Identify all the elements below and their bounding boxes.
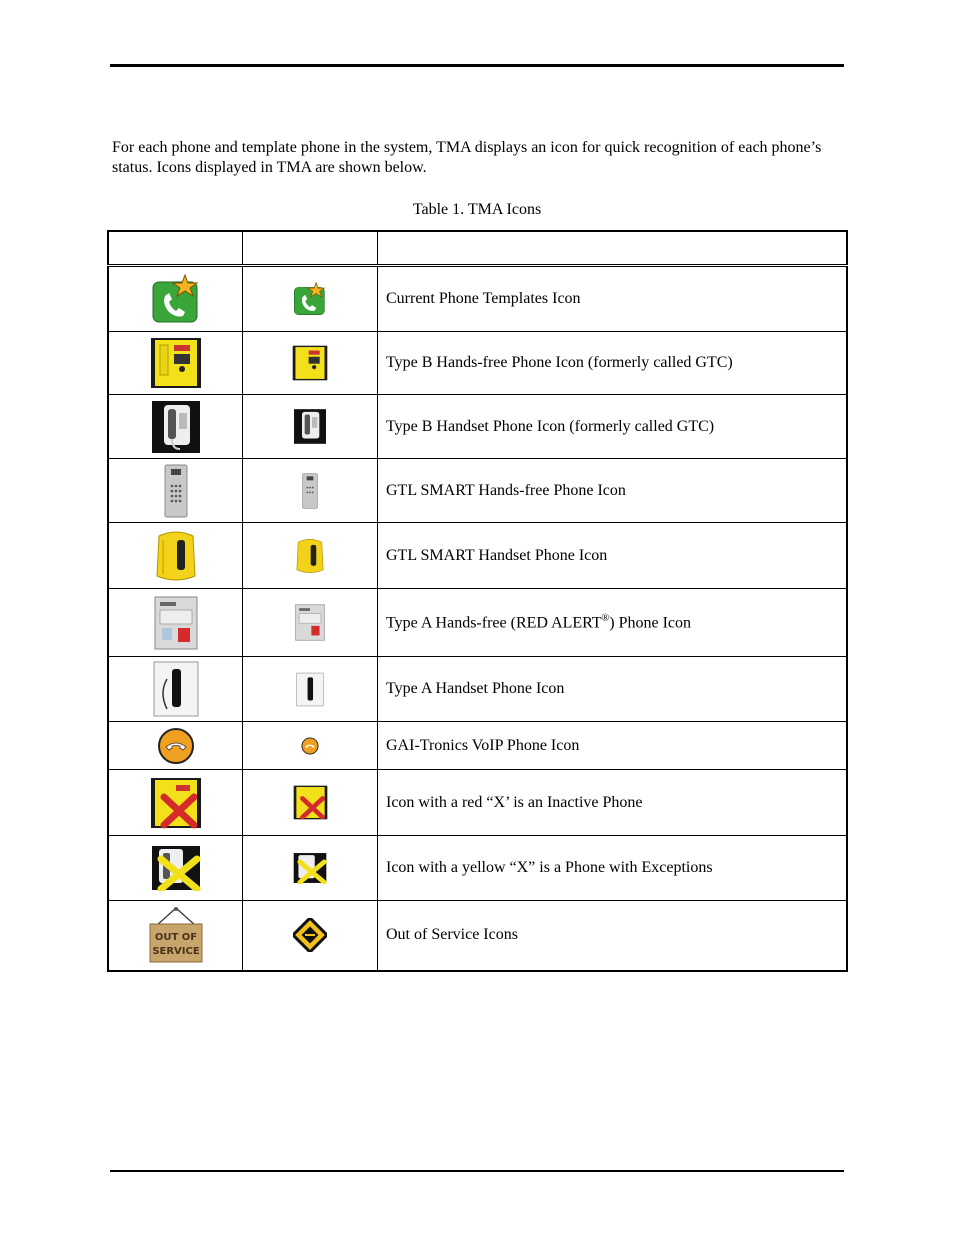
- gtl-smart-handset-phone-icon: [294, 538, 326, 574]
- type-b-handsfree-phone-icon: [292, 345, 328, 381]
- table-row: [108, 722, 847, 770]
- type-a-handset-phone-icon: [153, 661, 199, 717]
- table-row: [108, 266, 847, 332]
- out-of-service-icon: [146, 906, 206, 964]
- type-a-handset-phone-icon: [296, 672, 324, 707]
- type-a-handsfree-red-alert-phone-icon: [154, 596, 198, 650]
- header-description: [378, 231, 848, 266]
- intro-paragraph: For each phone and template phone in the system, TMA displays an icon for quick recognition of each phone’s status. Icons displayed in TMA are shown below.: [112, 139, 822, 176]
- phone-template-star-icon: [293, 282, 327, 316]
- table-row: [108, 589, 847, 657]
- row-description: GTL SMART Handset Phone Icon: [378, 523, 848, 589]
- row-description: GAI-Tronics VoIP Phone Icon: [378, 722, 848, 770]
- inactive-phone-red-x-icon: [293, 785, 328, 820]
- row-description: Type A Hands-free (RED ALERT®) Phone Icon: [378, 589, 848, 657]
- gtl-smart-handsfree-phone-icon: [302, 473, 318, 509]
- row-description: Out of Service Icons: [378, 901, 848, 971]
- gtl-smart-handsfree-phone-icon: [164, 464, 188, 518]
- table-row: [108, 770, 847, 836]
- row-description: Icon with a yellow “X” is a Phone with Exceptions: [378, 836, 848, 901]
- table-row: [108, 459, 847, 523]
- voip-phone-icon: [301, 737, 319, 755]
- table-row: [108, 657, 847, 722]
- table-row: [108, 332, 847, 395]
- row-description: GTL SMART Hands-free Phone Icon: [378, 459, 848, 523]
- table-header-row: [108, 231, 847, 266]
- type-b-handset-phone-icon: [294, 409, 326, 444]
- voip-phone-icon: [157, 727, 195, 765]
- table-row: [108, 395, 847, 459]
- type-b-handset-phone-icon: [152, 401, 200, 453]
- table-caption: Table 1. TMA Icons: [412, 201, 542, 218]
- out-of-service-sign-line1: OUT OF: [154, 932, 197, 944]
- header-rule: [110, 64, 844, 67]
- row-description: Icon with a red “X’ is an Inactive Phone: [378, 770, 848, 836]
- exception-phone-yellow-x-icon: [293, 852, 327, 884]
- footer-rule: [110, 1170, 844, 1172]
- row-description: Type A Handset Phone Icon: [378, 657, 848, 722]
- table-row: [108, 523, 847, 589]
- header-large-icon: [108, 231, 243, 266]
- inactive-phone-red-x-icon: [150, 777, 202, 829]
- out-of-service-sign-line2: SERVICE: [151, 946, 200, 958]
- phone-template-star-icon: [151, 274, 201, 324]
- row-description: Type B Hands-free Phone Icon (formerly called GTC): [378, 332, 848, 395]
- out-of-service-icon: [293, 918, 327, 952]
- tma-icons-table: [107, 230, 848, 972]
- row-description: Current Phone Templates Icon: [378, 266, 848, 332]
- type-a-handsfree-red-alert-phone-icon: [295, 604, 325, 641]
- row-description: Type B Handset Phone Icon (formerly called GTC): [378, 395, 848, 459]
- gtl-smart-handset-phone-icon: [153, 530, 199, 582]
- header-small-icon: [243, 231, 378, 266]
- exception-phone-yellow-x-icon: [151, 845, 201, 891]
- table-row: [108, 901, 847, 971]
- table-row: [108, 836, 847, 901]
- type-b-handsfree-phone-icon: [150, 337, 202, 389]
